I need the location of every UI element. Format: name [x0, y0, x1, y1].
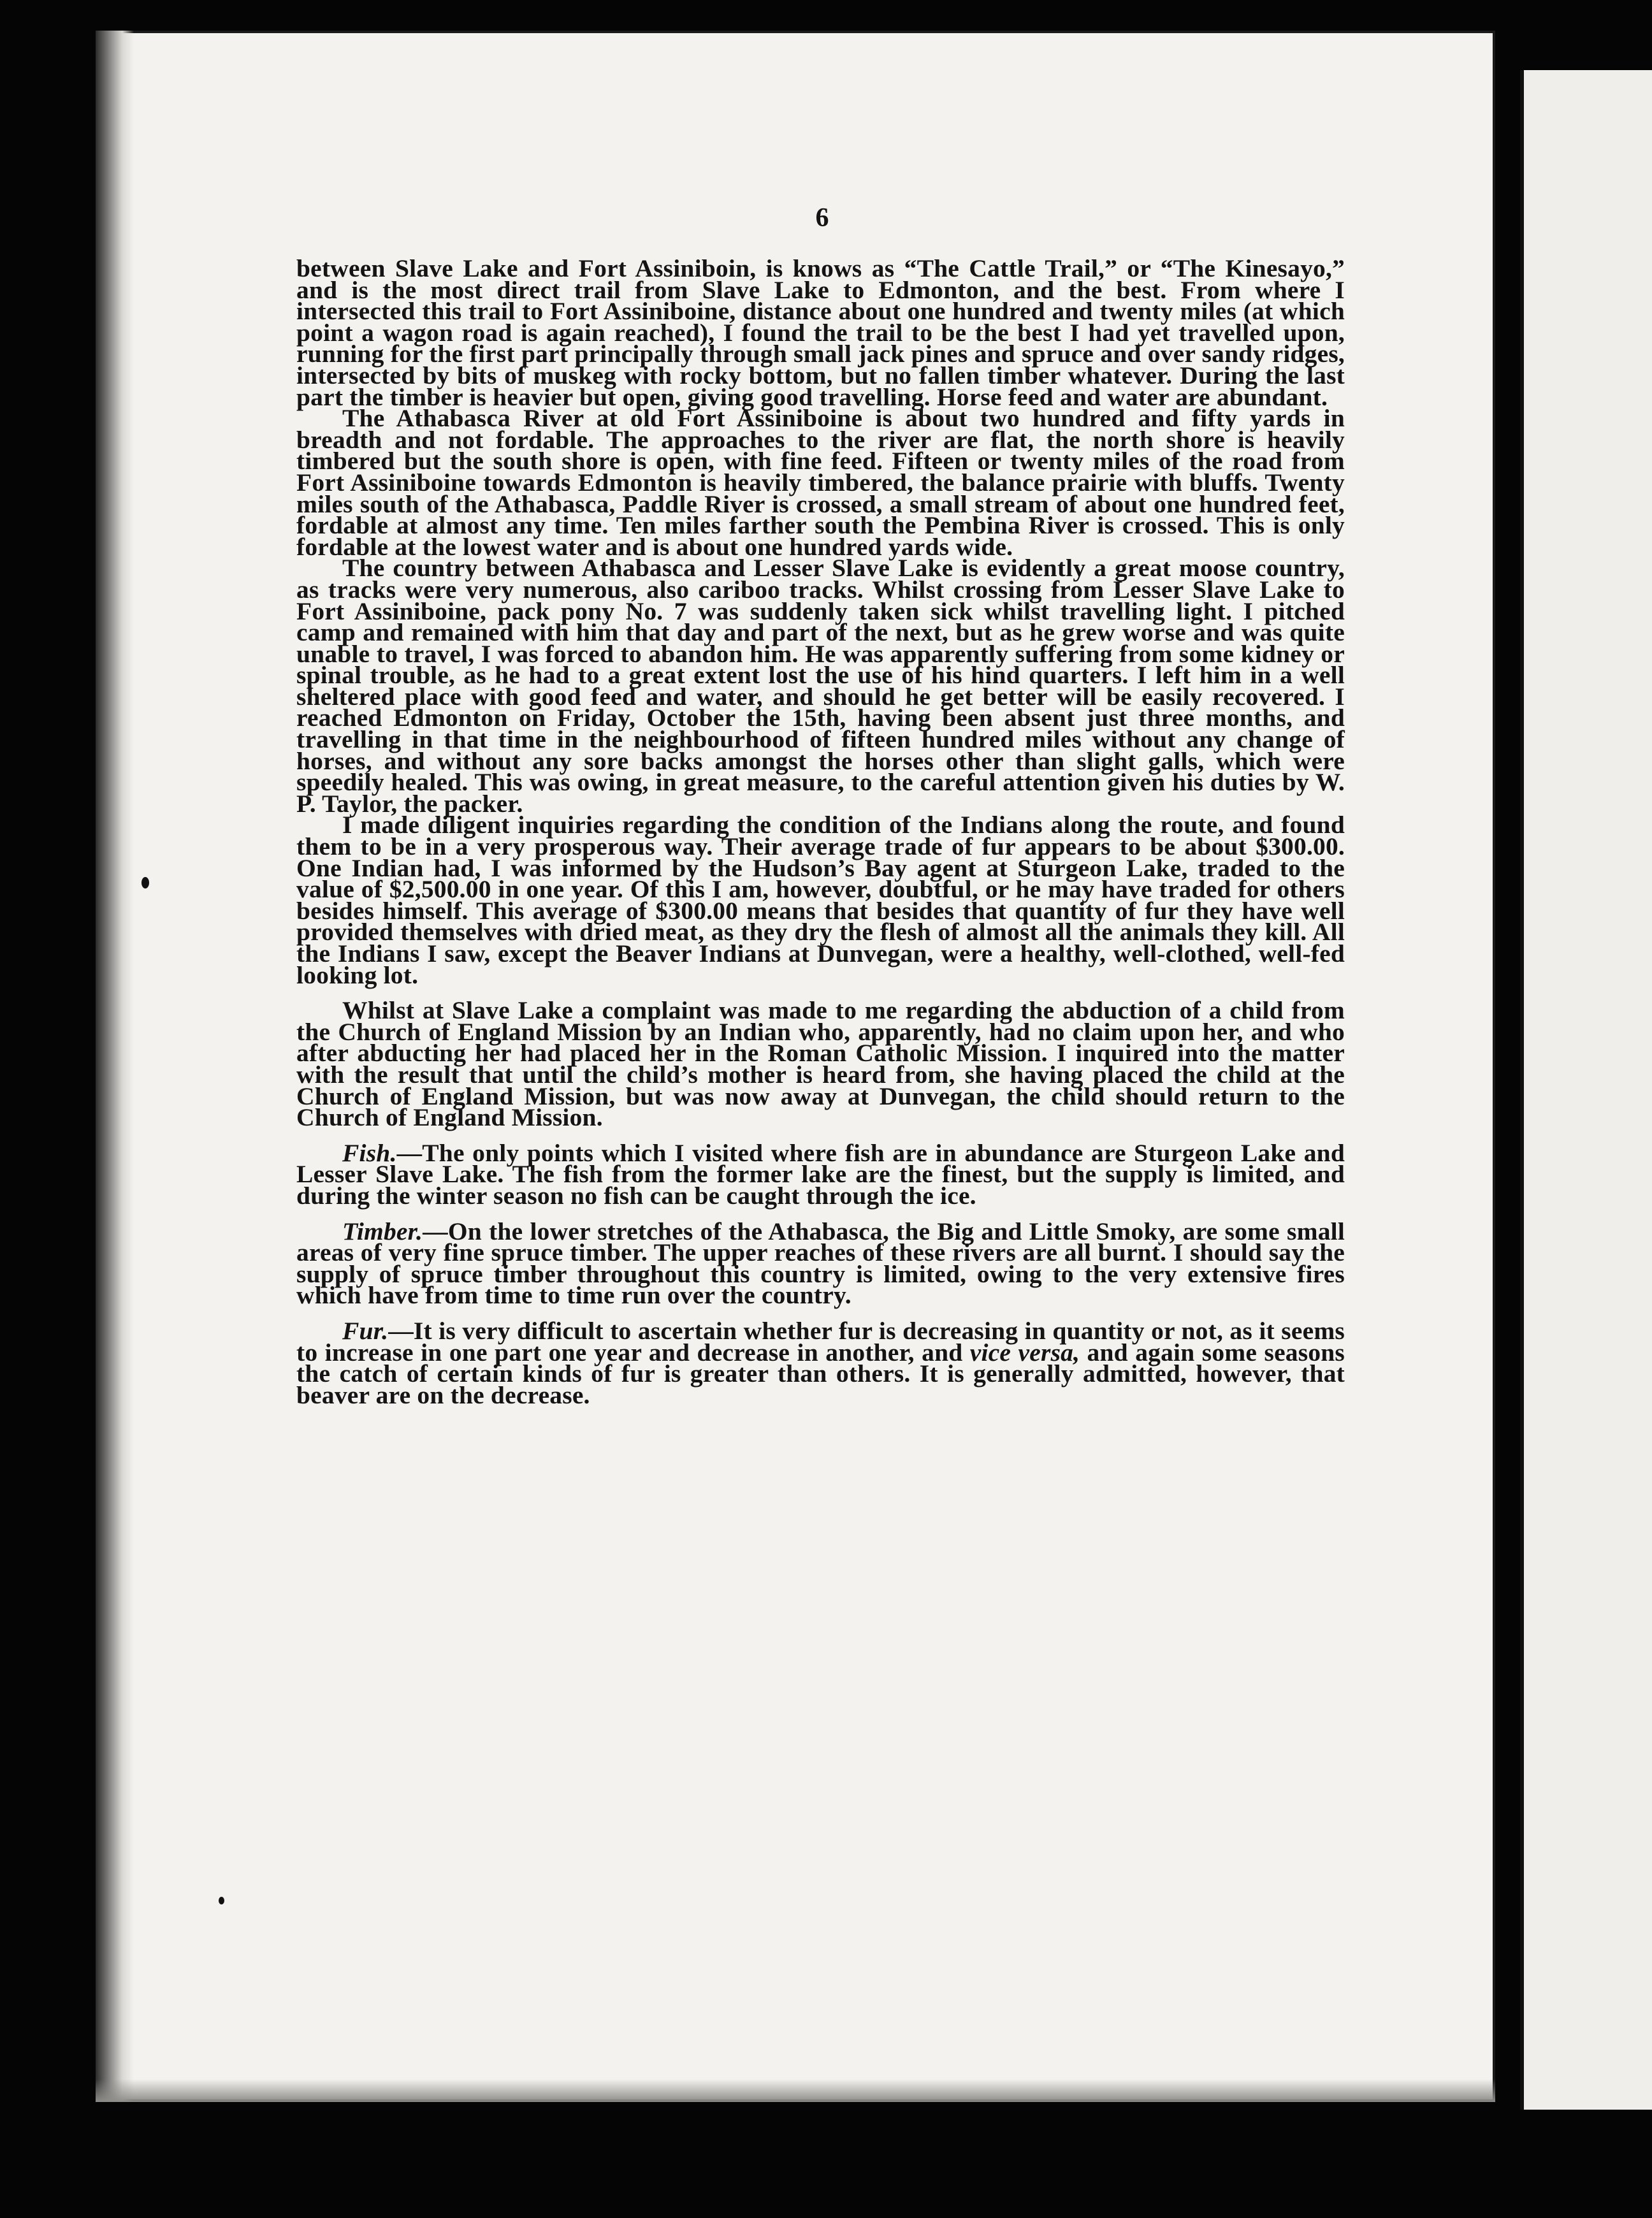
- paragraph: I made diligent inquiries regarding the condition of the Indians along the route, and found them to be in a very prosperous way. Their average trade of fur appears to be about $300.00. One Indian had, I was informed by the Hudson’s Bay agent at Sturgeon Lake, traded to the value of $2,500.00 in one year. Of this I am, however, doubtful, or he may have traded for others besides himself. This average of $300.00 means that besides that quantity of fur they have well provided themselves with dried meat, as they dry the flesh of almost all the animals they kill. All the Indians I saw, except the Beaver Indians at Dunvegan, were a healthy, well-clothed, well-fed looking lot.: [296, 811, 1345, 989]
- paragraph: between Slave Lake and Fort Assiniboin, is knows as “The Cattle Trail,” or “The Kinesayo,” and is the most direct trail from Slave Lake to Edmonton, and the best. From where I intersected this trail to Fort Assiniboine, distance about one hundred and twenty miles (at which point a wagon road is again reached), I found the trail to be the best I had yet travelled upon, running for the first part principally through small jack pines and spruce and over sandy ridges, intersected by bits of muskeg with rocky bottom, but no fallen timber whatever. During the last part the timber is heavier but open, giving good travelling. Horse feed and water are abundant.: [296, 254, 1345, 411]
- section-heading: Timber.: [342, 1217, 423, 1245]
- section-text: —It is very difficult to ascertain whether fur is decreasing in quantity or not, as it seems to increase in one part one year and decrease in another, and: [296, 1316, 1345, 1366]
- page-binding-shadow: [96, 31, 134, 2102]
- paragraph: The Athabasca River at old Fort Assiniboine is about two hundred and fifty yards in breadth and not fordable. The approaches to the river are flat, the north shore is heavily timbered but the south shore is open, with fine feed. Fifteen or twenty miles of the road from Fort Assiniboine towards Edmonton is heavily timbered, the balance prairie with bluffs. Twenty miles south of the Athabasca, Paddle River is crossed, a small stream of about one hundred feet, fordable at almost any time. Ten miles farther south the Pembina River is crossed. This is only fordable at the lowest water and is about one hundred yards wide.: [296, 404, 1345, 561]
- page-number: 6: [815, 203, 829, 233]
- section-fish: [296, 1138, 1345, 1210]
- section-text: and again some seasons the catch of certain kinds of fur is greater than others. It is generally admitted, however, that beaver are on the decrease.: [296, 1338, 1345, 1409]
- section-text: —The only points which I visited where fish are in abundance are Sturgeon Lake and Lesser Slave Lake. The fish from the former lake are the finest, but the supply is limited, and during the winter season no fish can be caught through the ice.: [296, 1138, 1345, 1210]
- section-heading: Fur.: [342, 1316, 389, 1345]
- body-text: [296, 254, 1345, 1409]
- section-fur: [296, 1316, 1345, 1409]
- adjacent-page-edge: [1520, 70, 1652, 2110]
- scan-speck: [219, 1897, 224, 1904]
- section-heading: Fish.: [342, 1138, 397, 1167]
- section-timber: [296, 1217, 1345, 1310]
- paragraph: Whilst at Slave Lake a complaint was made to me regarding the abduction of a child from the Church of England Mission by an Indian who, apparently, had no claim upon her, and who after abducting her had placed her in the Roman Catholic Mission. I inquired into the matter with the result that until the child’s mother is heard from, she having placed the child at the Church of England Mission, but was now away at Dunvegan, the child should return to the Church of England Mission.: [296, 996, 1345, 1132]
- section-text: —On the lower stretches of the Athabasca, the Big and Little Smoky, are some small areas of very fine spruce timber. The upper reaches of these rivers are all burnt. I should say the supply of spruce timber throughout this country is limited, owing to the very extensive fires which have from time to time run over the country.: [296, 1217, 1345, 1310]
- paragraph: The country between Athabasca and Lesser Slave Lake is evidently a great moose country, as tracks were very numerous, also cariboo tracks. Whilst crossing from Lesser Slave Lake to Fort Assiniboine, pack pony No. 7 was suddenly taken sick whilst travelling light. I pitched camp and remained with him that day and part of the next, but as he grew worse and was quite unable to travel, I was forced to abandon him. He was apparently suffering from some kidney or spinal trouble, as he had to a great extent lost the use of his hind quarters. I left him in a well sheltered place with good feed and water, and should he get better will be easily recovered. I reached Edmonton on Friday, October the 15th, having been absent just three months, and travelling in that time in the neighbourhood of fifteen hundred miles without any change of horses, and without any sore backs amongst the horses other than slight galls, which were speedily healed. This was owing, in great measure, to the careful attention given his duties by W. P. Taylor, the packer.: [296, 554, 1345, 818]
- page-bottom-shadow: [96, 2079, 1495, 2102]
- italic-phrase: vice versa,: [969, 1338, 1080, 1366]
- scan-speck: [141, 877, 149, 888]
